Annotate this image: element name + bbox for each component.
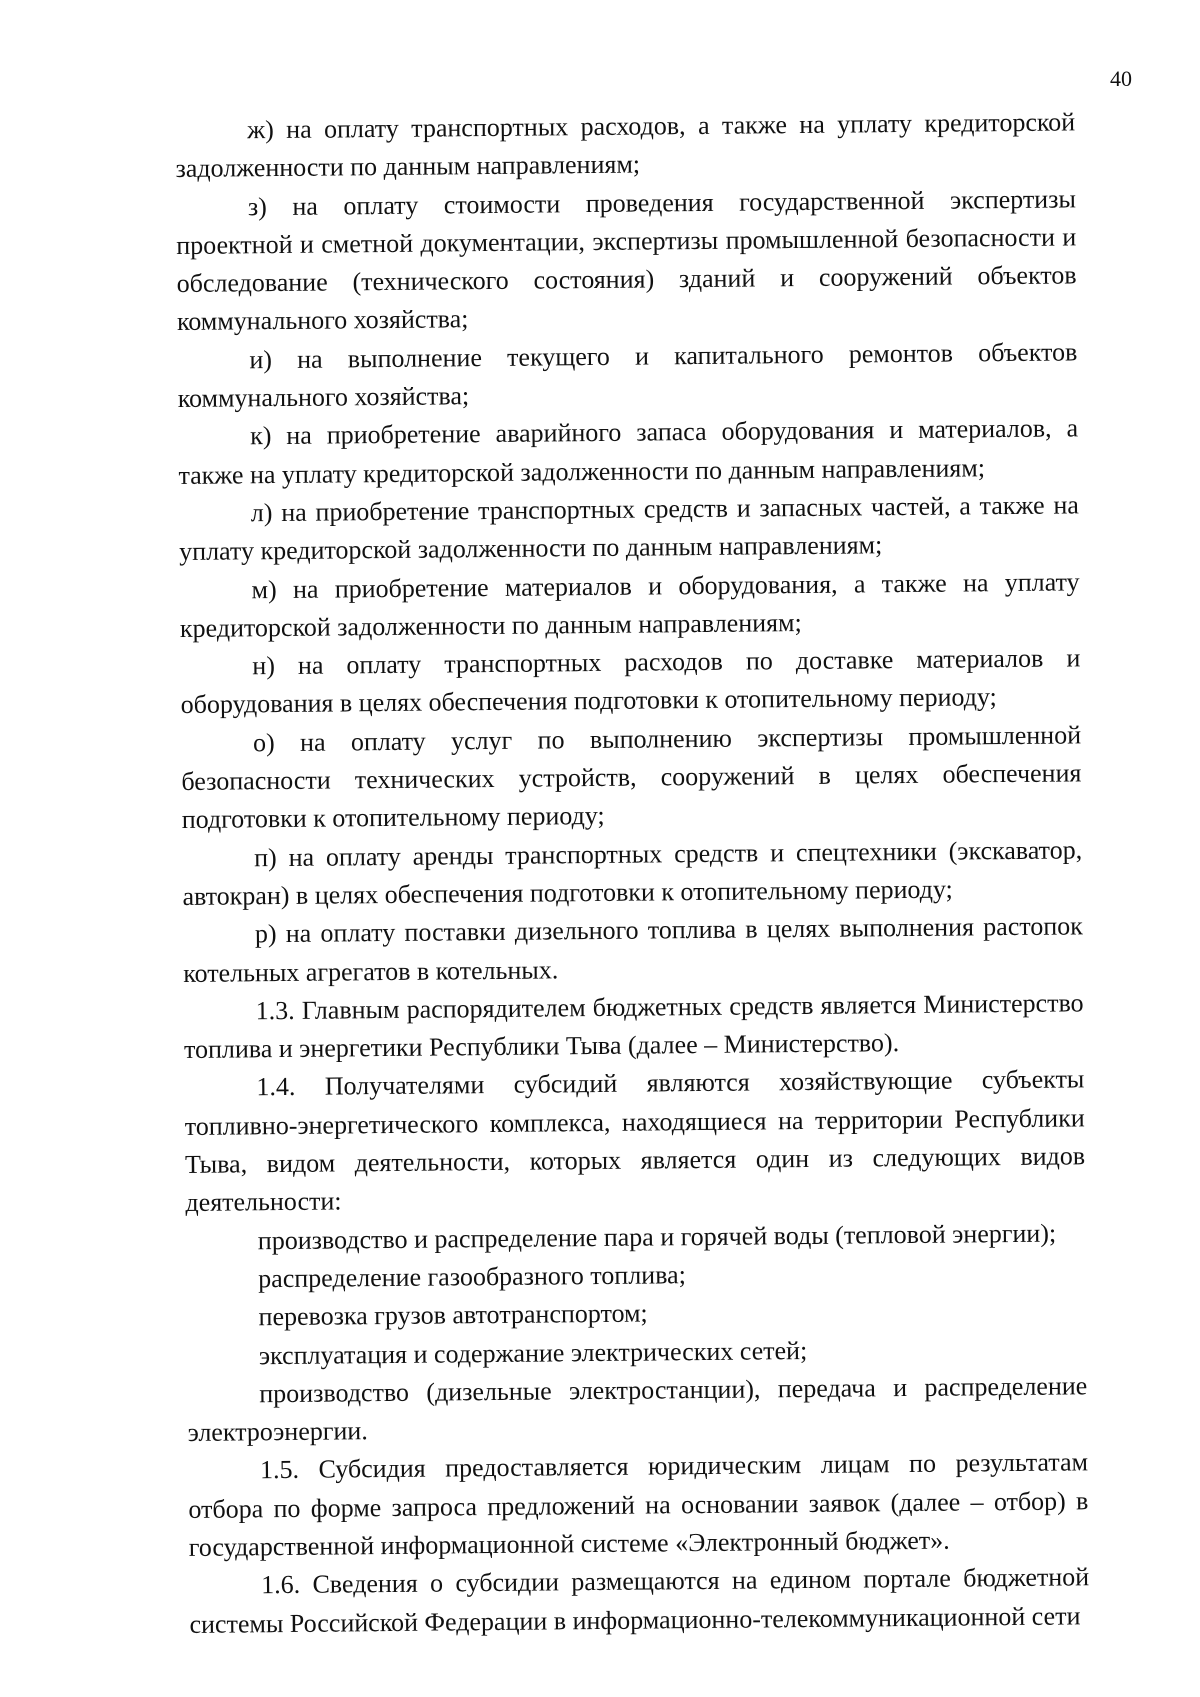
activity-item-power: производство (дизельные электростанции), передача и распределение электроэнергии. [187, 1371, 1088, 1448]
paragraph-n: н) на оплату транспортных расходов по доставке материалов и оборудования в целях обеспечения подготовки к отопительному периоду; [180, 643, 1081, 720]
paragraph-z: з) на оплату стоимости проведения государственной экспертизы проектной и сметной документации, экспертизы промышленной безопасности и обследование (технического состояния) зданий и сооружений объектов коммунального хозяйства; [176, 183, 1077, 337]
section-1-4: 1.4. Получателями субсидий являются хозяйствующие субъекты топливно-энергетического комплекса, находящиеся на территории Республики Тыва, видом деятельности, которых является один из следующих видов деятельности: [184, 1064, 1086, 1218]
paragraph-o: о) на оплату услуг по выполнению экспертизы промышленной безопасности технических устройств, сооружений в целях обеспечения подготовки к отопительному периоду; [181, 720, 1082, 835]
activity-item-grids: эксплуатация и содержание электрических сетей; [258, 1335, 808, 1370]
section-1-5: 1.5. Субсидия предоставляется юридическим лицам по результатам отбора по форме запроса предложений на основании заявок (далее – отбор) в государственной информационной системе «Электронный бюджет». [188, 1447, 1089, 1562]
page-number: 40 [1110, 66, 1132, 91]
document-body [175, 103, 1090, 1643]
paragraph-l: л) на приобретение транспортных средств и запасных частей, а также на уплату кредиторской задолженности по данным направлениям; [179, 490, 1079, 567]
paragraph-zh: ж) на оплату транспортных расходов, а также на уплату кредиторской задолженности по данным направлениям; [175, 107, 1076, 184]
activity-item-freight: перевозка грузов автотранспортом; [258, 1298, 648, 1332]
paragraph-r: р) на оплату поставки дизельного топлива в целях выполнения растопок котельных агрегатов в котельных. [183, 911, 1083, 988]
activity-item-heat: производство и распределение пара и горячей воды (тепловой энергии); [257, 1218, 1057, 1255]
section-1-3: 1.3. Главным распорядителем бюджетных средств является Министерство топлива и энергетики Республики Тыва (далее – Министерство). [183, 988, 1084, 1065]
paragraph-p: п) на оплату аренды транспортных средств и спецтехники (экскаватор, автокран) в целях обеспечения подготовки к отопительному периоду; [182, 834, 1083, 911]
paragraph-m: м) на приобретение материалов и оборудования, а также на уплату кредиторской задолженности по данным направлениям; [179, 566, 1080, 643]
paragraph-k: к) на приобретение аварийного запаса оборудования и материалов, а также на уплату кредиторской задолженности по данным направлениям; [178, 413, 1079, 490]
activity-item-gas: распределение газообразного топлива; [258, 1260, 686, 1294]
paragraph-i: и) на выполнение текущего и капитального ремонтов объектов коммунального хозяйства; [177, 337, 1078, 414]
section-1-6: 1.6. Сведения о субсидии размещаются на едином портале бюджетной системы Российской Федерации в информационно-телекоммуникационной сети [189, 1562, 1090, 1639]
